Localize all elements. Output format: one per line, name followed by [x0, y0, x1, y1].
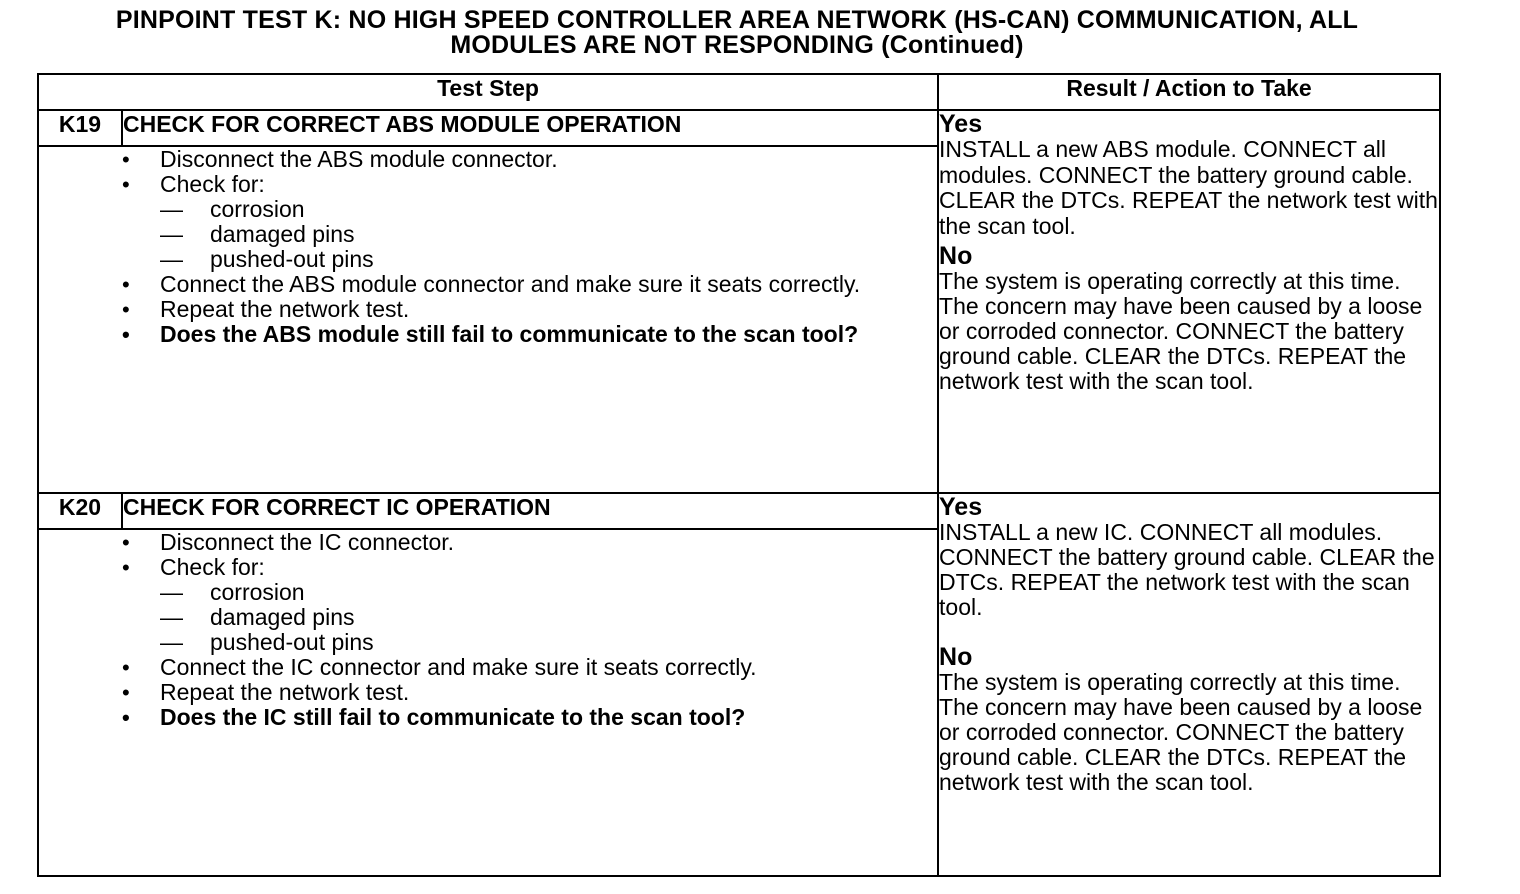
page-title-line-1: PINPOINT TEST K: NO HIGH SPEED CONTROLLER AREA NETWORK (HS-CAN) COMMUNICATION, ALL [115, 6, 1359, 34]
check-item: — damaged pins [122, 605, 937, 630]
list-item: • Check for: [122, 555, 937, 580]
yes-action: INSTALL a new IC. CONNECT all modules. CONNECT the battery ground cable. CLEAR the DTCs. REPEAT the network test with the scan tool. [939, 519, 1435, 620]
test-step-header: Test Step [38, 74, 938, 110]
no-action: The system is operating correctly at this time. The concern may have been caused by a loose or corroded connector. CONNECT the battery ground cable. CLEAR the DTCs. REPEAT the network test with the scan tool. [939, 268, 1423, 394]
list-item: • Check for: [122, 172, 937, 197]
test-question: • Does the IC still fail to communicate to the scan tool? [122, 705, 937, 730]
spacer [939, 620, 1439, 644]
table-header-row [38, 74, 1440, 110]
pinpoint-test-table [37, 73, 1441, 877]
check-item: — pushed-out pins [122, 247, 937, 272]
result-header: Result / Action to Take [938, 74, 1440, 110]
check-item: — damaged pins [122, 222, 937, 247]
no-label: No [939, 643, 973, 671]
yes-action: INSTALL a new ABS module. CONNECT all modules. CONNECT the battery ground cable. CLEAR the DTCs. REPEAT the network test with the scan tool. [939, 136, 1438, 239]
list-item: • Disconnect the IC connector. [122, 530, 937, 555]
step-number: K19 [38, 110, 122, 146]
yes-label: Yes [939, 110, 983, 138]
step-spacer [38, 529, 122, 876]
list-item: • Connect the IC connector and make sure it seats correctly. [122, 655, 937, 680]
step-instructions [122, 529, 938, 876]
yes-label: Yes [939, 493, 983, 521]
step-title-row [38, 493, 1440, 529]
step-title: CHECK FOR CORRECT ABS MODULE OPERATION [122, 110, 938, 146]
list-item: • Disconnect the ABS module connector. [122, 147, 937, 172]
list-item: • Repeat the network test. [122, 680, 937, 705]
no-label: No [939, 242, 973, 270]
list-item: • Connect the ABS module connector and make sure it seats correctly. [122, 272, 937, 297]
step-title: CHECK FOR CORRECT IC OPERATION [122, 493, 938, 529]
step-instructions [122, 146, 938, 493]
check-item: — corrosion [122, 197, 937, 222]
step-spacer [38, 146, 122, 493]
step-title-row [38, 110, 1440, 146]
instruction-list [122, 147, 937, 347]
result-cell [938, 110, 1440, 493]
page-title-line-2: MODULES ARE NOT RESPONDING (Continued) [450, 31, 1024, 59]
check-item: — pushed-out pins [122, 630, 937, 655]
instruction-list [122, 530, 937, 730]
check-item: — corrosion [122, 580, 937, 605]
step-number: K20 [38, 493, 122, 529]
result-cell [938, 493, 1440, 876]
list-item: • Repeat the network test. [122, 297, 937, 322]
test-question: • Does the ABS module still fail to communicate to the scan tool? [122, 322, 937, 347]
page-title [0, 8, 1474, 58]
no-action: The system is operating correctly at this time. The concern may have been caused by a loose or corroded connector. CONNECT the battery ground cable. CLEAR the DTCs. REPEAT the network test with the scan tool. [939, 669, 1423, 795]
